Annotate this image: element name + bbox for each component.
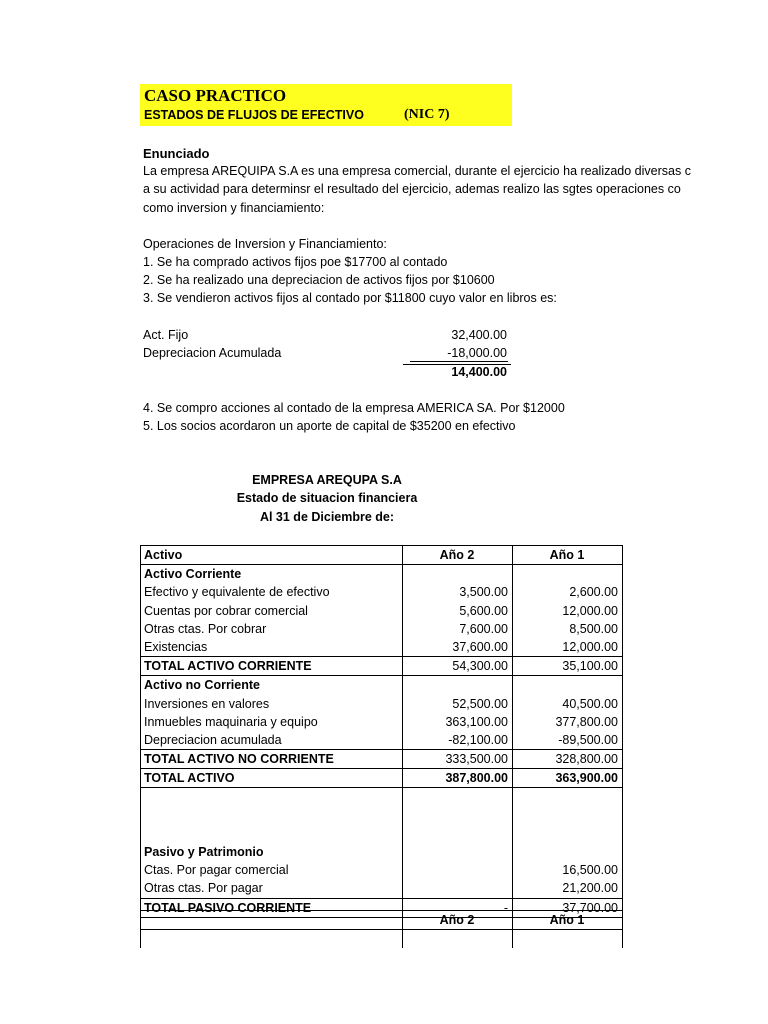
row-year1: 12,000.00 [513, 638, 623, 657]
operation-item-2: 2. Se ha realizado una depreciacion de activos fijos por $10600 [143, 273, 495, 287]
balance-sheet-table [140, 545, 623, 918]
total-year1: 363,900.00 [513, 769, 623, 788]
spacer-row [141, 807, 623, 825]
row-year1: 8,500.00 [513, 620, 623, 638]
spacer-row [141, 788, 623, 807]
statement-date: Al 31 de Diciembre de: [259, 510, 395, 524]
row-year1: 2,600.00 [513, 583, 623, 601]
depreciation-label: Depreciacion Acumulada [143, 346, 282, 360]
total-row [141, 750, 623, 769]
total-year1: 37,700.00 [513, 898, 623, 917]
row-year1: 377,800.00 [513, 713, 623, 731]
section-row [141, 565, 623, 584]
row-year2: 5,600.00 [403, 602, 513, 620]
section-row [141, 843, 623, 861]
row-label: Ctas. Por pagar comercial [141, 861, 403, 879]
total-label: TOTAL ACTIVO CORRIENTE [141, 657, 403, 676]
spacer-row [141, 825, 623, 843]
row-label: Efectivo y equivalente de efectivo [141, 583, 403, 601]
column-header-year1: Año 1 [513, 911, 623, 930]
total-year2: 333,500.00 [403, 750, 513, 769]
total-label: TOTAL ACTIVO NO CORRIENTE [141, 750, 403, 769]
table-row [141, 879, 623, 898]
fixed-asset-label: Act. Fijo [143, 328, 189, 342]
row-year2 [403, 861, 513, 879]
row-label: Inversiones en valores [141, 695, 403, 713]
section-label: Activo Corriente [141, 565, 403, 584]
section-label: Activo no Corriente [141, 676, 403, 695]
row-year1: -89,500.00 [513, 731, 623, 750]
column-header-activo: Activo [141, 546, 403, 565]
table-row [141, 602, 623, 620]
underline [410, 361, 508, 362]
grand-total-row [141, 769, 623, 788]
table-row [141, 583, 623, 601]
statement-line-1: La empresa AREQUIPA S.A es una empresa comercial, durante el ejercicio ha realizado diversas c [143, 164, 691, 178]
depreciation-value: -18,000.00 [447, 346, 507, 360]
row-year1: 12,000.00 [513, 602, 623, 620]
column-header-year2: Año 2 [403, 546, 513, 565]
total-year2: 54,300.00 [403, 657, 513, 676]
book-value: 14,400.00 [451, 365, 507, 379]
total-year2: - [403, 898, 513, 917]
case-subtitle: ESTADOS DE FLUJOS DE EFECTIVO [144, 108, 364, 122]
row-label: Otras ctas. Por cobrar [141, 620, 403, 638]
norm-reference: (NIC 7) [404, 107, 450, 122]
row-year2: 3,500.00 [403, 583, 513, 601]
row-label: Otras ctas. Por pagar [141, 879, 403, 898]
total-year1: 35,100.00 [513, 657, 623, 676]
row-year2: 363,100.00 [403, 713, 513, 731]
section-label: Pasivo y Patrimonio [141, 843, 403, 861]
row-year2: 37,600.00 [403, 638, 513, 657]
row-year2: 52,500.00 [403, 695, 513, 713]
row-year2: 7,600.00 [403, 620, 513, 638]
column-header-year1: Año 1 [513, 546, 623, 565]
statement-name: Estado de situacion financiera [236, 491, 418, 505]
statement-heading: Enunciado [143, 146, 210, 161]
operation-item-4: 4. Se compro acciones al contado de la empresa AMERICA SA. Por $12000 [143, 401, 565, 415]
row-label: Inmuebles maquinaria y equipo [141, 713, 403, 731]
table-row [141, 861, 623, 879]
table-row [141, 638, 623, 657]
row-year1: 40,500.00 [513, 695, 623, 713]
operations-heading: Operaciones de Inversion y Financiamiento: [143, 237, 387, 251]
operation-item-3: 3. Se vendieron activos fijos al contado por $11800 cuyo valor en libros es: [143, 291, 557, 305]
table-row [141, 930, 623, 949]
table-row [141, 731, 623, 750]
table-row [141, 695, 623, 713]
table-row [141, 713, 623, 731]
title-banner [140, 84, 512, 126]
row-year1: 21,200.00 [513, 879, 623, 898]
fixed-asset-value: 32,400.00 [451, 328, 507, 342]
row-year2 [403, 879, 513, 898]
table-row [141, 620, 623, 638]
statement-line-2: a su actividad para determinsr el resultado del ejercicio, ademas realizo las sgtes operaciones co [143, 182, 681, 196]
row-year1: 16,500.00 [513, 861, 623, 879]
case-title: CASO PRACTICO [144, 86, 287, 105]
statement-line-3: como inversion y financiamiento: [143, 201, 325, 215]
row-label: Existencias [141, 638, 403, 657]
second-table [140, 910, 623, 948]
row-year2: -82,100.00 [403, 731, 513, 750]
total-year1: 328,800.00 [513, 750, 623, 769]
row-label: Cuentas por cobrar comercial [141, 602, 403, 620]
total-label: TOTAL PASIVO CORRIENTE [141, 898, 403, 917]
total-label: TOTAL ACTIVO [141, 769, 403, 788]
company-name: EMPRESA AREQUPA S.A [252, 473, 402, 487]
total-row [141, 657, 623, 676]
table-header-row [141, 546, 623, 565]
column-header-year2: Año 2 [403, 911, 513, 930]
row-label: Depreciacion acumulada [141, 731, 403, 750]
table-header-row [141, 911, 623, 930]
operation-item-5: 5. Los socios acordaron un aporte de capital de $35200 en efectivo [143, 419, 516, 433]
total-year2: 387,800.00 [403, 769, 513, 788]
operation-item-1: 1. Se ha comprado activos fijos poe $17700 al contado [143, 255, 448, 269]
section-row [141, 676, 623, 695]
